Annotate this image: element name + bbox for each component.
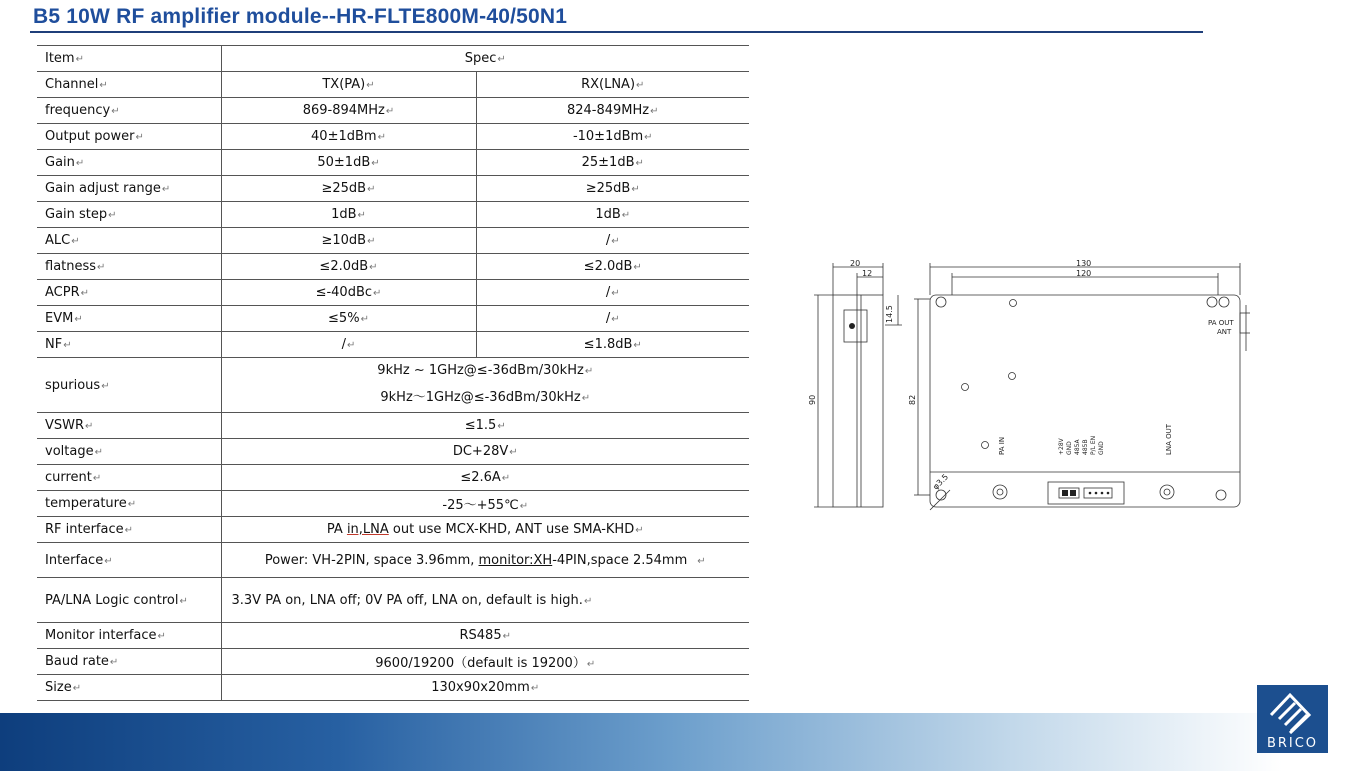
- table-row: [37, 280, 749, 306]
- item-cell: Gain step↵: [37, 202, 221, 228]
- table-row: [37, 439, 749, 465]
- pa-in-connector: [993, 485, 1007, 499]
- spec-cell: DC+28V↵: [221, 439, 749, 465]
- rx-cell: RX(LNA)↵: [476, 72, 749, 98]
- table-row: [37, 46, 749, 72]
- logo-text: BRICO: [1266, 736, 1319, 751]
- table-row: [37, 72, 749, 98]
- rx-cell: ≥25dB↵: [476, 176, 749, 202]
- tx-cell: ≥10dB↵: [221, 228, 476, 254]
- side-view-outline: [833, 295, 883, 507]
- table-row: [37, 176, 749, 202]
- tx-cell: 869-894MHz↵: [221, 98, 476, 124]
- spec-cell: ≤2.6A↵: [221, 465, 749, 491]
- item-cell: Interface↵: [37, 543, 221, 578]
- item-cell: RF interface↵: [37, 517, 221, 543]
- tx-cell: 40±1dBm↵: [221, 124, 476, 150]
- page-title: B5 10W RF amplifier module--HR-FLTE800M-40/50N1: [33, 5, 568, 28]
- spec-cell: 9600/19200（default is 19200）↵: [221, 649, 749, 675]
- rx-cell: 1dB↵: [476, 202, 749, 228]
- dim-hole: φ3.5: [931, 472, 951, 492]
- table-row: [37, 254, 749, 280]
- tx-cell: 1dB↵: [221, 202, 476, 228]
- spec-cell: PA in,LNA out use MCX-KHD, ANT use SMA-KHD↵: [221, 517, 749, 543]
- dim-82: 82: [908, 394, 917, 405]
- item-cell: Size↵: [37, 675, 221, 701]
- table-row: [37, 124, 749, 150]
- rx-cell: 25±1dB↵: [476, 150, 749, 176]
- item-cell: spurious↵: [37, 358, 221, 413]
- tx-cell: ≤-40dBc↵: [221, 280, 476, 306]
- label-pa-out: PA OUT: [1208, 319, 1234, 327]
- label-gnd-1: GND: [1066, 441, 1073, 455]
- dim-130: 130: [1076, 259, 1092, 268]
- label-28v: +28V: [1058, 438, 1065, 455]
- tx-cell: ≤2.0dB↵: [221, 254, 476, 280]
- table-row: [37, 98, 749, 124]
- table-row: [37, 306, 749, 332]
- table-row: [37, 202, 749, 228]
- spec-cell: -25～+55℃↵: [221, 491, 749, 517]
- table-row: [37, 228, 749, 254]
- item-cell: Item↵: [37, 46, 221, 72]
- dim-20: 20: [850, 259, 861, 268]
- ant-connector: [1240, 313, 1250, 333]
- footer-gradient-bar: [0, 713, 1350, 771]
- item-cell: EVM↵: [37, 306, 221, 332]
- item-cell: Output power↵: [37, 124, 221, 150]
- item-cell: ALC↵: [37, 228, 221, 254]
- dim-120: 120: [1076, 269, 1092, 278]
- item-cell: Gain↵: [37, 150, 221, 176]
- label-ant: ANT: [1217, 328, 1232, 336]
- title-divider: [30, 31, 1203, 33]
- label-485a: 485A: [1074, 439, 1081, 455]
- side-sma-pin: [849, 323, 855, 329]
- rx-cell: ≤2.0dB↵: [476, 254, 749, 280]
- item-cell: PA/LNA Logic control↵: [37, 578, 221, 623]
- label-gnd-2: GND: [1098, 441, 1105, 455]
- item-cell: Monitor interface↵: [37, 623, 221, 649]
- table-row: [37, 332, 749, 358]
- tx-cell: 50±1dB↵: [221, 150, 476, 176]
- lna-out-connector: [1160, 485, 1174, 499]
- rx-cell: /↵: [476, 280, 749, 306]
- spec-cell: Power: VH-2PIN, space 3.96mm, monitor:XH-4PIN,space 2.54mm ↵: [221, 543, 749, 578]
- spec-cell: ≤1.5↵: [221, 413, 749, 439]
- tx-cell: /↵: [221, 332, 476, 358]
- item-cell: Gain adjust range↵: [37, 176, 221, 202]
- table-row: [37, 623, 749, 649]
- table-row: [37, 491, 749, 517]
- item-cell: ACPR↵: [37, 280, 221, 306]
- spec-table: [37, 45, 749, 701]
- interface-connector: [1048, 482, 1124, 504]
- item-cell: temperature↵: [37, 491, 221, 517]
- rx-cell: 824-849MHz↵: [476, 98, 749, 124]
- table-row: [37, 358, 749, 413]
- spec-cell: 130x90x20mm↵: [221, 675, 749, 701]
- table-row: [37, 543, 749, 578]
- item-cell: VSWR↵: [37, 413, 221, 439]
- dim-90: 90: [808, 394, 817, 405]
- side-connector: [844, 310, 867, 342]
- item-cell: NF↵: [37, 332, 221, 358]
- tx-cell: TX(PA)↵: [221, 72, 476, 98]
- spec-cell: Spec↵: [221, 46, 749, 72]
- item-cell: flatness↵: [37, 254, 221, 280]
- spec-cell: 3.3V PA on, LNA off; 0V PA off, LNA on, default is high.↵: [221, 578, 749, 623]
- rx-cell: -10±1dBm↵: [476, 124, 749, 150]
- rx-cell: ≤1.8dB↵: [476, 332, 749, 358]
- label-lna-out: LNA OUT: [1165, 423, 1173, 455]
- dim-14-5: 14.5: [885, 305, 894, 323]
- rx-cell: /↵: [476, 228, 749, 254]
- tx-cell: ≥25dB↵: [221, 176, 476, 202]
- spurious-cell: 9kHz ~ 1GHz@≤-36dBm/30kHz↵ 9kHz～1GHz@≤-36dBm/30kHz↵: [221, 358, 749, 413]
- table-row: [37, 675, 749, 701]
- table-row: [37, 517, 749, 543]
- table-row: [37, 578, 749, 623]
- mount-hole: [936, 297, 946, 307]
- table-row: [37, 465, 749, 491]
- tx-cell: ≤5%↵: [221, 306, 476, 332]
- label-485b: 485B: [1082, 439, 1089, 455]
- item-cell: Baud rate↵: [37, 649, 221, 675]
- rx-cell: /↵: [476, 306, 749, 332]
- label-pa-in: PA IN: [998, 436, 1006, 455]
- table-row: [37, 413, 749, 439]
- spec-cell: RS485↵: [221, 623, 749, 649]
- logo-mark-icon: [1257, 685, 1328, 735]
- table-row: [37, 649, 749, 675]
- brico-logo: [1257, 685, 1328, 753]
- item-cell: current↵: [37, 465, 221, 491]
- item-cell: voltage↵: [37, 439, 221, 465]
- label-pl-en: P/L EN: [1090, 435, 1097, 455]
- table-row: [37, 150, 749, 176]
- item-cell: Channel↵: [37, 72, 221, 98]
- module-drawing: [800, 255, 1250, 520]
- front-view-outline: [930, 295, 1240, 507]
- item-cell: frequency↵: [37, 98, 221, 124]
- dim-12: 12: [862, 269, 873, 278]
